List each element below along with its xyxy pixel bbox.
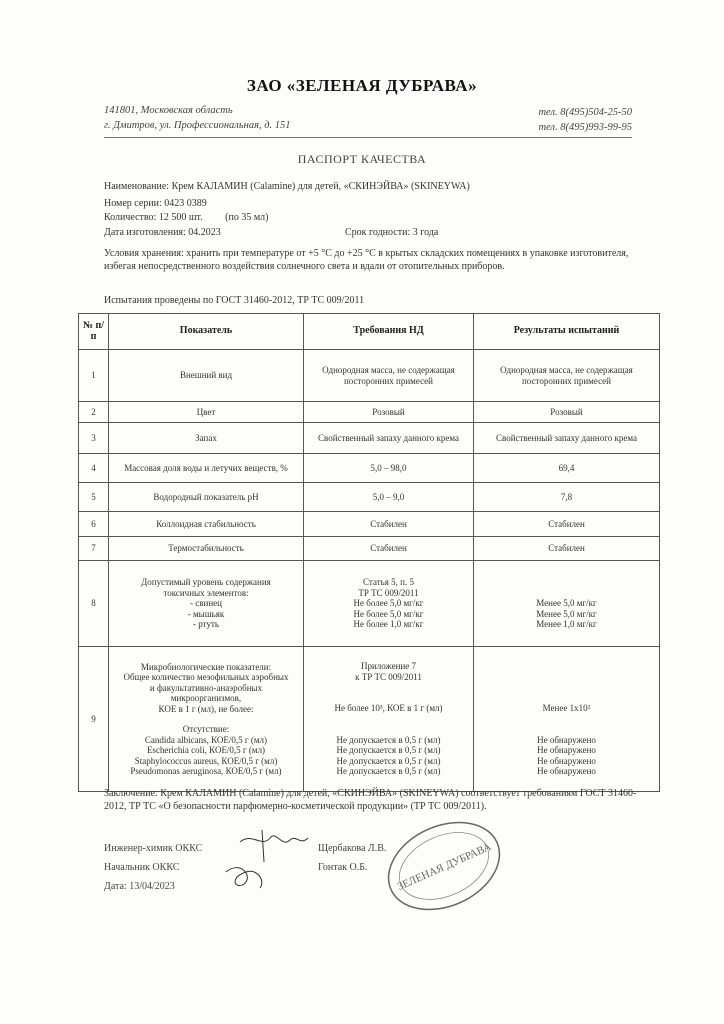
row-parameter: Термостабильность: [109, 537, 304, 561]
col-header-number: № п/п: [79, 314, 109, 350]
row-number: 4: [79, 454, 109, 483]
row-parameter: Цвет: [109, 402, 304, 423]
conclusion: Заключение: Крем КАЛАМИН (Calamine) для детей, «СКИНЭЙВА» (SKINEYWA) соответствует требованиям ГОСТ 31460-2012, ТР ТС «О безопасности парфюмерно-косметической продукции» (ТР ТС 009/2011).: [104, 788, 637, 812]
cell-line: Не обнаружено: [537, 755, 596, 766]
row-parameter: Запах: [109, 423, 304, 454]
chief-title: Начальник ОККС: [104, 862, 180, 873]
row-parameter: Внешний вид: [109, 350, 304, 402]
sign-date: Дата: 13/04/2023: [104, 881, 175, 892]
company-name: ЗАО «ЗЕЛЕНАЯ ДУБРАВА»: [246, 76, 478, 95]
cell-line: к ТР ТС 009/2011: [355, 671, 422, 682]
company-stamp: [375, 806, 514, 926]
row-number: 5: [79, 483, 109, 512]
engineer-title: Инженер-химик ОККС: [104, 843, 203, 854]
cell-line: Отсутствие:: [182, 724, 230, 734]
product-name: Наименование: Крем КАЛАМИН (Calamine) для детей, «СКИНЭЙВА» (SKINEYWA): [104, 181, 470, 192]
row-result: Однородная масса, не содержащая посторонних примесей: [474, 350, 660, 402]
row-number: 1: [79, 350, 109, 402]
col-header-parameter: Показатель: [109, 314, 304, 350]
stamp-text: ЗЕЛЕНАЯ ДУБРАВА: [395, 840, 494, 893]
cell-line: микроорганизмов,: [170, 693, 242, 703]
cell-line: Candida albicans, КОЕ/0,5 г (мл): [144, 734, 268, 745]
cell-line: Не допускается в 0,5 г (мл): [336, 734, 441, 745]
row-number: 3: [79, 423, 109, 454]
row-parameter: Массовая доля воды и летучих веществ, %: [109, 454, 304, 483]
row-number: 9: [79, 647, 109, 792]
row-result: Свойственный запаху данного крема: [474, 423, 660, 454]
cell-line: Допустимый уровень содержания: [141, 577, 271, 588]
cell-line: Менее 1,0 мг/кг: [536, 619, 597, 630]
cell-line: ТР ТС 009/2011: [358, 587, 419, 598]
cell-line: Не более 1,0 мг/кг: [353, 619, 424, 630]
quantity: Количество: 12 500 шт. (по 35 мл): [104, 212, 269, 223]
cell-line: Не обнаружено: [537, 766, 596, 777]
row-result: Стабилен: [474, 512, 660, 537]
cell-line: Не допускается в 0,5 г (мл): [336, 755, 441, 766]
row-parameter: Водородный показатель pH: [109, 483, 304, 512]
cell-line: КОЕ в 1 г (мл), не более:: [158, 703, 254, 714]
series-number: Номер серии: 0423 0389: [104, 198, 207, 209]
row-result: Стабилен: [474, 537, 660, 561]
phone-1: тел. 8(495)504-25-50: [538, 107, 632, 118]
cell-line: Микробиологические показатели:: [140, 661, 272, 672]
cell-line: Не допускается в 0,5 г (мл): [336, 766, 441, 777]
row-number: 2: [79, 402, 109, 423]
col-header-requirements: Требования НД: [304, 314, 474, 350]
row-requirement: Свойственный запаху данного крема: [304, 423, 474, 454]
cell-line: Менее 5,0 мг/кг: [536, 598, 597, 609]
cell-line: Не более 5,0 мг/кг: [353, 608, 424, 619]
cell-line: токсичных элементов:: [163, 587, 249, 598]
chief-name: Гонтак О.Б.: [318, 862, 368, 873]
cell-line: - мышьяк: [187, 608, 225, 619]
cell-line: Статья 5, п. 5: [363, 577, 414, 588]
cell-line: Escherichia coli, КОЕ/0,5 г (мл): [146, 745, 266, 755]
row-number: 7: [79, 537, 109, 561]
row-number: 8: [79, 561, 109, 647]
tests-standard: Испытания проведены по ГОСТ 31460-2012, ТР ТС 009/2011: [104, 295, 365, 306]
phone-2: тел. 8(495)993-99-95: [538, 122, 632, 133]
address-line-1: 141801, Московская область: [104, 105, 233, 116]
storage-conditions: Условия хранения: хранить при температуре от +5 °С до +25 °С в крытых складских помещениях в упаковке изготовителя, избегая непосредственного воздействия солнечного света и вдали от отопительных приборов.: [104, 248, 629, 272]
document-title: ПАСПОРТ КАЧЕСТВА: [297, 152, 427, 166]
cell-line: Не более 5,0 мг/кг: [353, 598, 424, 609]
cell-line: Менее 5,0 мг/кг: [536, 608, 597, 619]
row-result: Розовый: [474, 402, 660, 423]
row-requirement: Однородная масса, не содержащая посторонних примесей: [304, 350, 474, 402]
row-requirement: 5,0 – 98,0: [304, 454, 474, 483]
cell-line: Staphylococcus aureus, КОЕ/0,5 г (мл): [134, 755, 278, 766]
row-parameter: Коллоидная стабильность: [109, 512, 304, 537]
cell-line: Pseudomonas aeruginosa, КОЕ/0,5 г (мл): [130, 766, 282, 776]
cell-line: Приложение 7: [360, 661, 417, 672]
shelf-life: Срок годности: 3 года: [345, 227, 439, 238]
engineer-name: Щербакова Л.В.: [318, 843, 387, 854]
engineer-signature: [240, 830, 308, 862]
chief-signature: [226, 868, 262, 888]
row-requirement: Стабилен: [304, 512, 474, 537]
manufacture-date: Дата изготовления: 04.2023: [104, 227, 221, 238]
cell-line: Не допускается в 0,5 г (мл): [336, 745, 441, 756]
cell-line: - ртуть: [193, 619, 219, 630]
cell-line: Не обнаружено: [537, 734, 596, 745]
row-result: 69,4: [474, 454, 660, 483]
cell-line: Не обнаружено: [537, 745, 596, 756]
row-number: 6: [79, 512, 109, 537]
address-line-2: г. Дмитров, ул. Профессиональная, д. 151: [104, 120, 291, 131]
row-requirement: Розовый: [304, 402, 474, 423]
row-requirement: 5,0 – 9,0: [304, 483, 474, 512]
col-header-results: Результаты испытаний: [474, 314, 660, 350]
cell-line: и факультативно-анаэробных: [149, 682, 263, 693]
cell-line: - свинец: [190, 598, 222, 609]
cell-line: Общее количество мезофильных аэробных: [123, 672, 289, 682]
row-result: 7,8: [474, 483, 660, 512]
cell-line: Не более 10³, КОЕ в 1 г (мл): [334, 703, 443, 714]
row-requirement: Стабилен: [304, 537, 474, 561]
cell-line: Менее 1х10²: [542, 703, 591, 714]
